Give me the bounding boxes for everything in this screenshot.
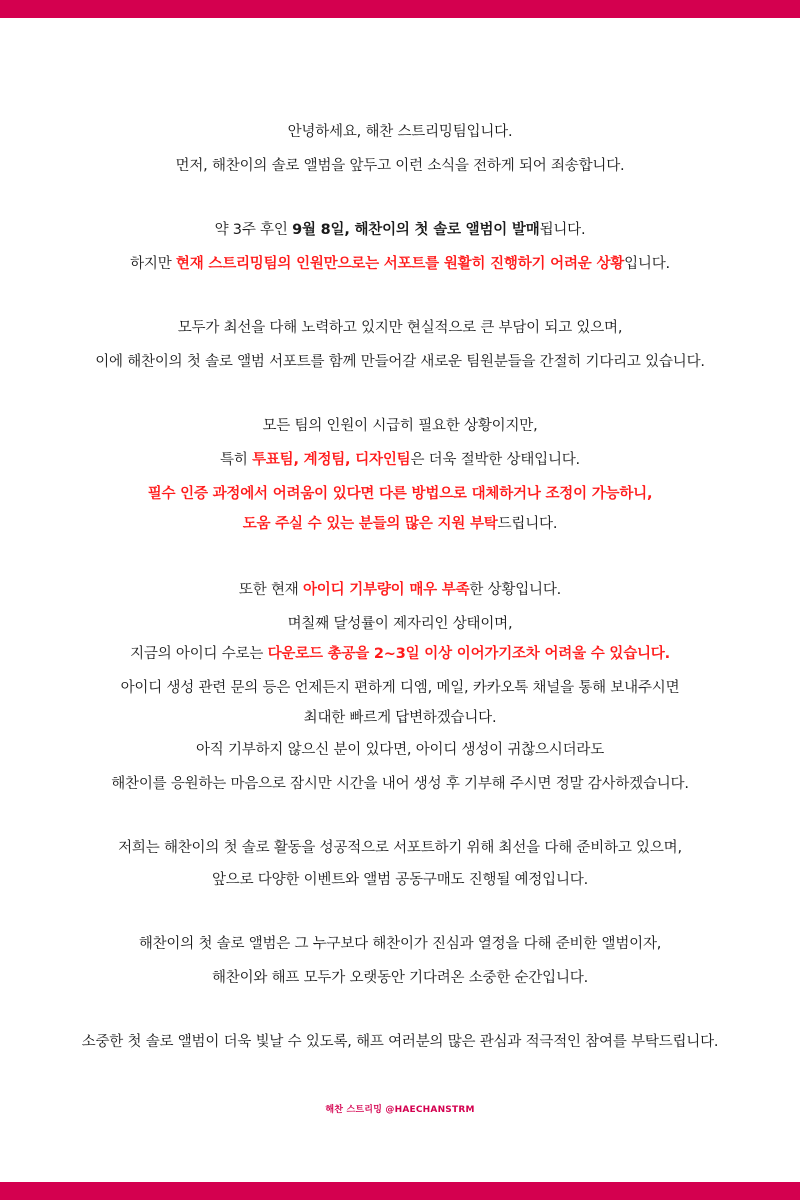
staffing-prefix: 하지만 — [130, 256, 176, 272]
staffing-highlight: 현재 스트리밍팀의 인원만으로는 서포트를 원활히 진행하기 어려운 상황 — [175, 256, 625, 272]
burden-line: 모두가 최선을 다해 노력하고 있지만 현실적으로 큰 부담이 되고 있으며, — [177, 320, 623, 336]
download-warning-line — [0, 644, 800, 664]
teams-highlight: 투표팀, 계정팀, 디자인팀 — [252, 452, 411, 468]
verification-note-line — [0, 484, 800, 504]
verification-highlight: 필수 인증 과정에서 어려움이 있다면 다른 방법으로 대체하거나 조정이 가능하니, — [147, 486, 653, 502]
precious-moment-line: 해찬이와 해프 모두가 오랫동안 기다려온 소중한 순간입니다. — [211, 970, 589, 986]
support-suffix: 드립니다. — [497, 516, 558, 532]
teams-suffix: 은 더욱 절박한 상태입니다. — [410, 452, 580, 468]
contact-line: 아이디 생성 관련 문의 등은 언제든지 편하게 디엠, 메일, 카카오톡 채널을 통해 보내주시면 — [120, 680, 680, 696]
download-highlight: 다운로드 총공을 2~3일 이상 이어가기조차 어려울 수 있습니다. — [267, 646, 670, 662]
teams-prefix: 특히 — [220, 452, 253, 468]
apology-line: 먼저, 해찬이의 솔로 앨범을 앞두고 이런 소식을 전하게 되어 죄송합니다. — [175, 158, 625, 174]
release-suffix: 됩니다. — [539, 222, 586, 238]
events-line: 앞으로 다양한 이벤트와 앨범 공동구매도 진행될 예정입니다. — [211, 872, 589, 888]
stalled-rate-line: 며칠째 달성률이 제자리인 상태이며, — [287, 616, 513, 632]
bottom-accent-bar — [0, 1182, 800, 1200]
staffing-suffix: 입니다. — [624, 256, 670, 272]
release-date-emphasis: 9월 8일, 해찬이의 첫 솔로 앨범이 발매 — [292, 222, 540, 238]
album-sincerity-line: 해찬이의 첫 솔로 앨범은 그 누구보다 해찬이가 진심과 열정을 다해 준비한 앨범이자, — [138, 936, 662, 952]
download-prefix: 지금의 아이디 수로는 — [130, 646, 268, 662]
preparation-line: 저희는 해찬이의 첫 솔로 활동을 성공적으로 서포트하기 위해 최선을 다해 준비하고 있으며, — [118, 840, 682, 856]
id-shortage-prefix: 또한 현재 — [238, 582, 303, 598]
urgent-need-line: 모든 팀의 인원이 시급히 필요한 상황이지만, — [262, 418, 538, 434]
recruit-line: 이에 해찬이의 첫 솔로 앨범 서포트를 함께 만들어갈 새로운 팀원분들을 간절히 기다리고 있습니다. — [95, 354, 705, 370]
id-shortage-line — [0, 580, 800, 600]
reply-line: 최대한 빠르게 답변하겠습니다. — [303, 710, 497, 726]
top-accent-bar — [0, 0, 800, 18]
support-highlight: 도움 주실 수 있는 분들의 많은 지원 부탁 — [242, 516, 498, 532]
teams-needed-line — [0, 450, 800, 470]
release-date-line — [0, 220, 800, 240]
release-prefix: 약 3주 후인 — [214, 222, 293, 238]
footer-credit: 해찬 스트리밍 @HAECHANSTRM — [325, 1105, 475, 1115]
donate-thanks-line: 해찬이를 응원하는 마음으로 잠시만 시간을 내어 생성 후 기부해 주시면 정말 감사하겠습니다. — [111, 776, 689, 792]
support-request-line — [0, 514, 800, 534]
staffing-issue-line — [0, 254, 800, 274]
donate-ask-line: 아직 기부하지 않으신 분이 있다면, 아이디 생성이 귀찮으시더라도 — [195, 742, 605, 758]
greeting-line: 안녕하세요, 해찬 스트리밍팀입니다. — [287, 124, 513, 140]
id-shortage-suffix: 한 상황입니다. — [469, 582, 562, 598]
closing-request-line: 소중한 첫 솔로 앨범이 더욱 빛날 수 있도록, 해프 여러분의 많은 관심과 적극적인 참여를 부탁드립니다. — [81, 1034, 719, 1050]
id-shortage-highlight: 아이디 기부량이 매우 부족 — [302, 582, 470, 598]
